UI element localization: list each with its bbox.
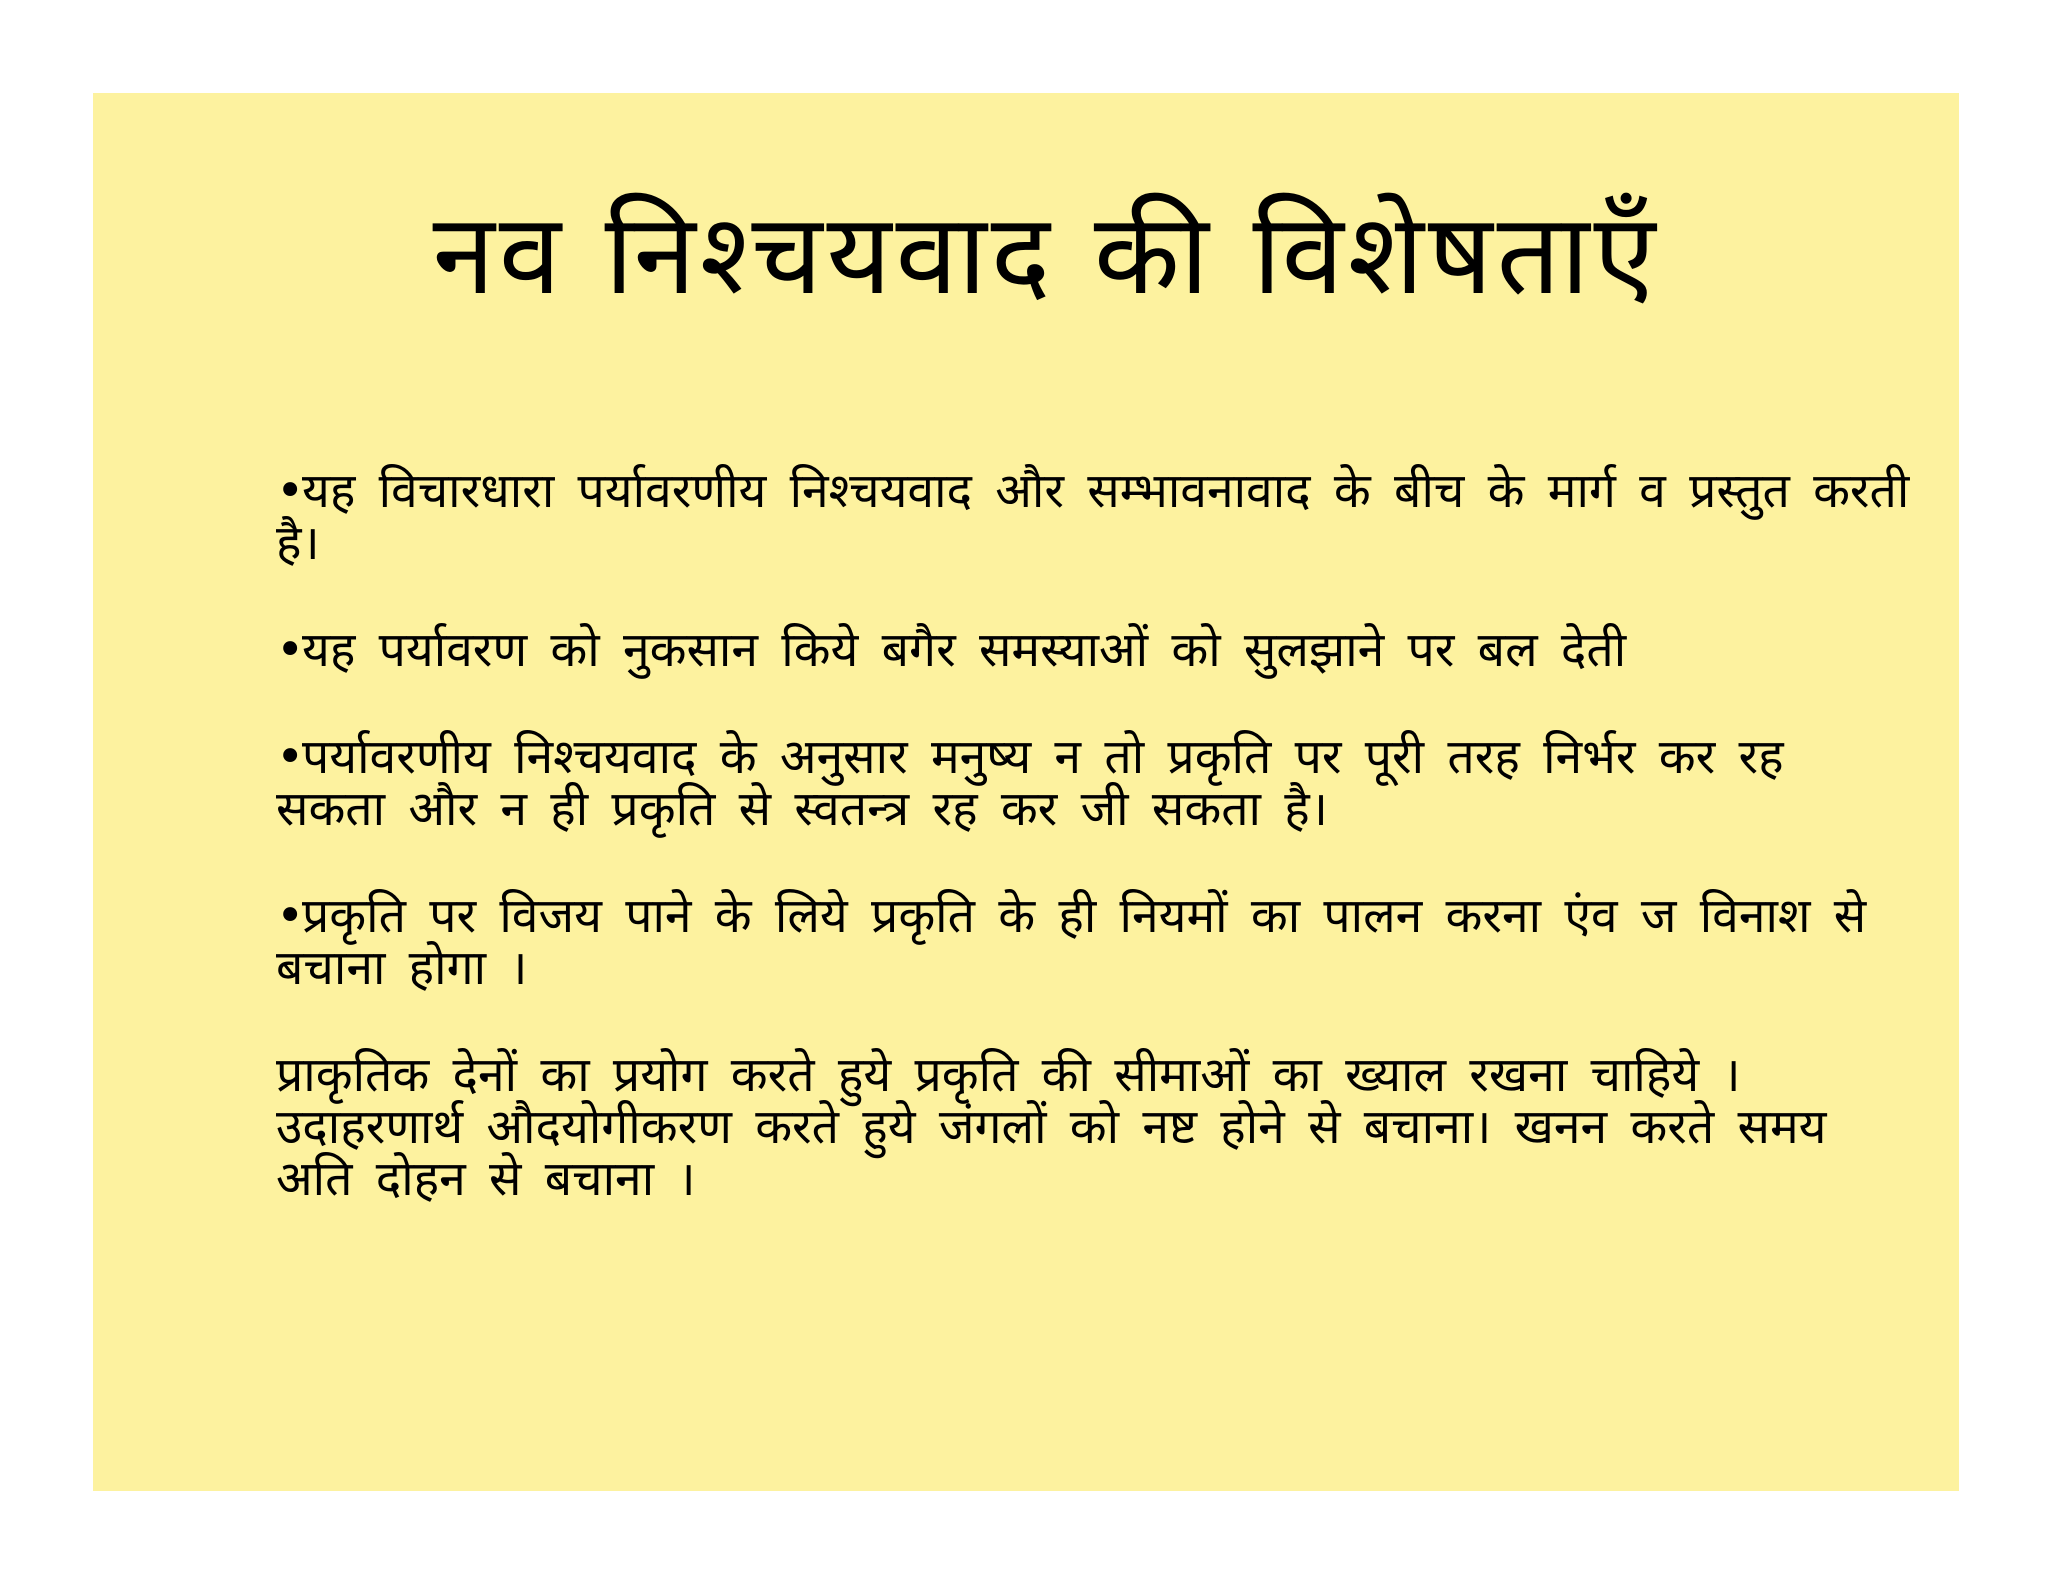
point-4: [276, 890, 1916, 994]
bullet-icon: •: [276, 622, 305, 678]
slide-content: [276, 465, 1916, 1260]
bullet-icon: •: [276, 729, 305, 785]
bullet-icon: •: [276, 888, 305, 944]
point-text: प्रकृति पर विजय पाने के लिये प्रकृति के ही नियमों का पालन करना एंव ज विनाश से बचाना होगा ।: [276, 888, 1867, 996]
point-3: [276, 731, 1916, 835]
point-2: [276, 624, 1916, 676]
slide-title: नव निश्चयवाद की विशेषताएँ: [432, 190, 1660, 320]
point-text: प्राकृतिक देनों का प्रयोग करते हुये प्रकृति की सीमाओं का ख्याल रखना चाहिये । उदाहरणार्थ औदयोगीकरण करते हुये जंगलों को नष्ट होने से बचाना। खनन करते समय अति दोहन से बचाना ।: [276, 1047, 1827, 1207]
bullet-icon: •: [276, 463, 305, 519]
point-1: [276, 465, 1916, 569]
slide: [93, 93, 1959, 1491]
point-text: यह पर्यावरण को नुकसान किये बगैर समस्याओं को सुलझाने पर बल देती: [302, 622, 1627, 678]
point-text: यह विचारधारा पर्यावरणीय निश्चयवाद और सम्भावनावाद के बीच के मार्ग व प्रस्तुत करती है।: [276, 463, 1910, 571]
point-5: [276, 1049, 1916, 1205]
point-text: पर्यावरणीय निश्चयवाद के अनुसार मनुष्य न तो प्रकृति पर पूरी तरह निर्भर कर रह सकता और न ही प्रकृति से स्वतन्त्र रह कर जी सकता है।: [276, 729, 1784, 837]
